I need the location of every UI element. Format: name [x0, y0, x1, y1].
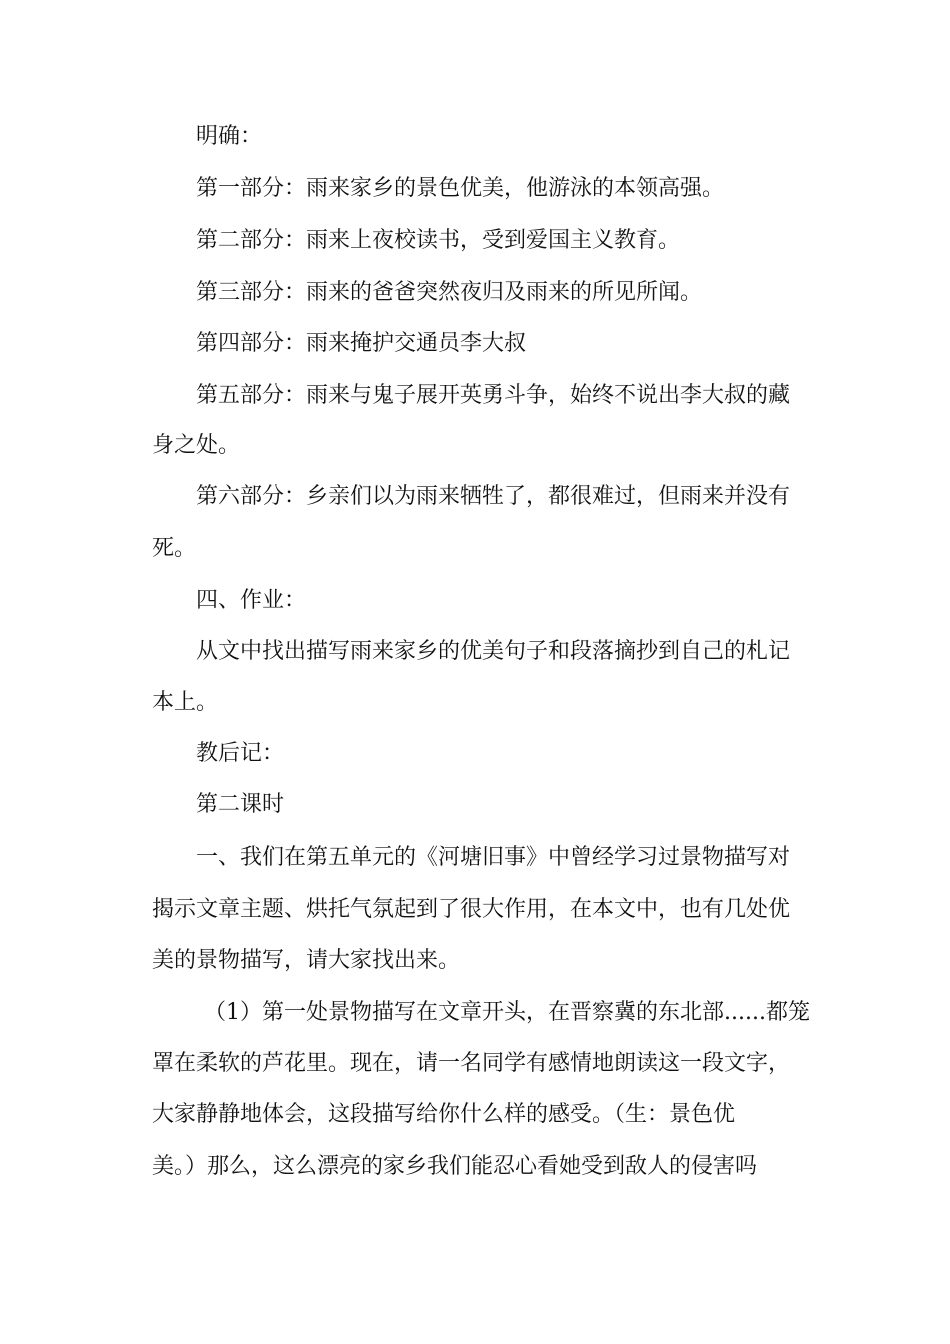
text-line-part-4: 第四部分：雨来掩护交通员李大叔 — [196, 331, 527, 356]
heading-second-lesson: 第二课时 — [196, 792, 285, 817]
text-line-part-5: 第五部分：雨来与鬼子展开英勇斗争，始终不说出李大叔的藏 — [196, 383, 791, 408]
heading-teaching-notes: 教后记： — [196, 741, 285, 766]
text-line-section-1: 一、我们在第五单元的《河塘旧事》中曾经学习过景物描写对 — [196, 845, 791, 870]
text-line-part-5-cont: 身之处。 — [152, 433, 241, 458]
text-line-section-1-cont2: 美的景物描写，请大家找出来。 — [152, 948, 461, 973]
text-line-clarify: 明确： — [196, 124, 263, 149]
text-line-part-3: 第三部分：雨来的爸爸突然夜归及雨来的所见所闻。 — [196, 280, 703, 305]
text-line-homework-cont: 本上。 — [152, 690, 219, 715]
text-line-part-1: 第一部分：雨来家乡的景色优美，他游泳的本领高强。 — [196, 176, 725, 201]
heading-homework: 四、作业： — [196, 588, 307, 613]
text-line-item-1-cont1: 罩在柔软的芦花里。现在，请一名同学有感情地朗读这一段文字， — [152, 1051, 791, 1076]
text-line-part-6-cont: 死。 — [152, 536, 197, 561]
text-line-item-1-cont3: 美。）那么，这么漂亮的家乡我们能忍心看她受到敌人的侵害吗 — [152, 1154, 758, 1179]
text-line-homework: 从文中找出描写雨来家乡的优美句子和段落摘抄到自己的札记 — [196, 639, 791, 664]
text-line-part-6: 第六部分：乡亲们以为雨来牺牲了，都很难过，但雨来并没有 — [196, 484, 791, 509]
text-line-section-1-cont1: 揭示文章主题、烘托气氛起到了很大作用，在本文中，也有几处优 — [152, 897, 791, 922]
text-line-item-1: （1）第一处景物描写在文章开头，在晋察冀的东北部......都笼 — [204, 1000, 810, 1025]
text-line-part-2: 第二部分：雨来上夜校读书，受到爱国主义教育。 — [196, 228, 681, 253]
text-line-item-1-cont2: 大家静静地体会，这段描写给你什么样的感受。（生：景色优 — [152, 1102, 736, 1127]
